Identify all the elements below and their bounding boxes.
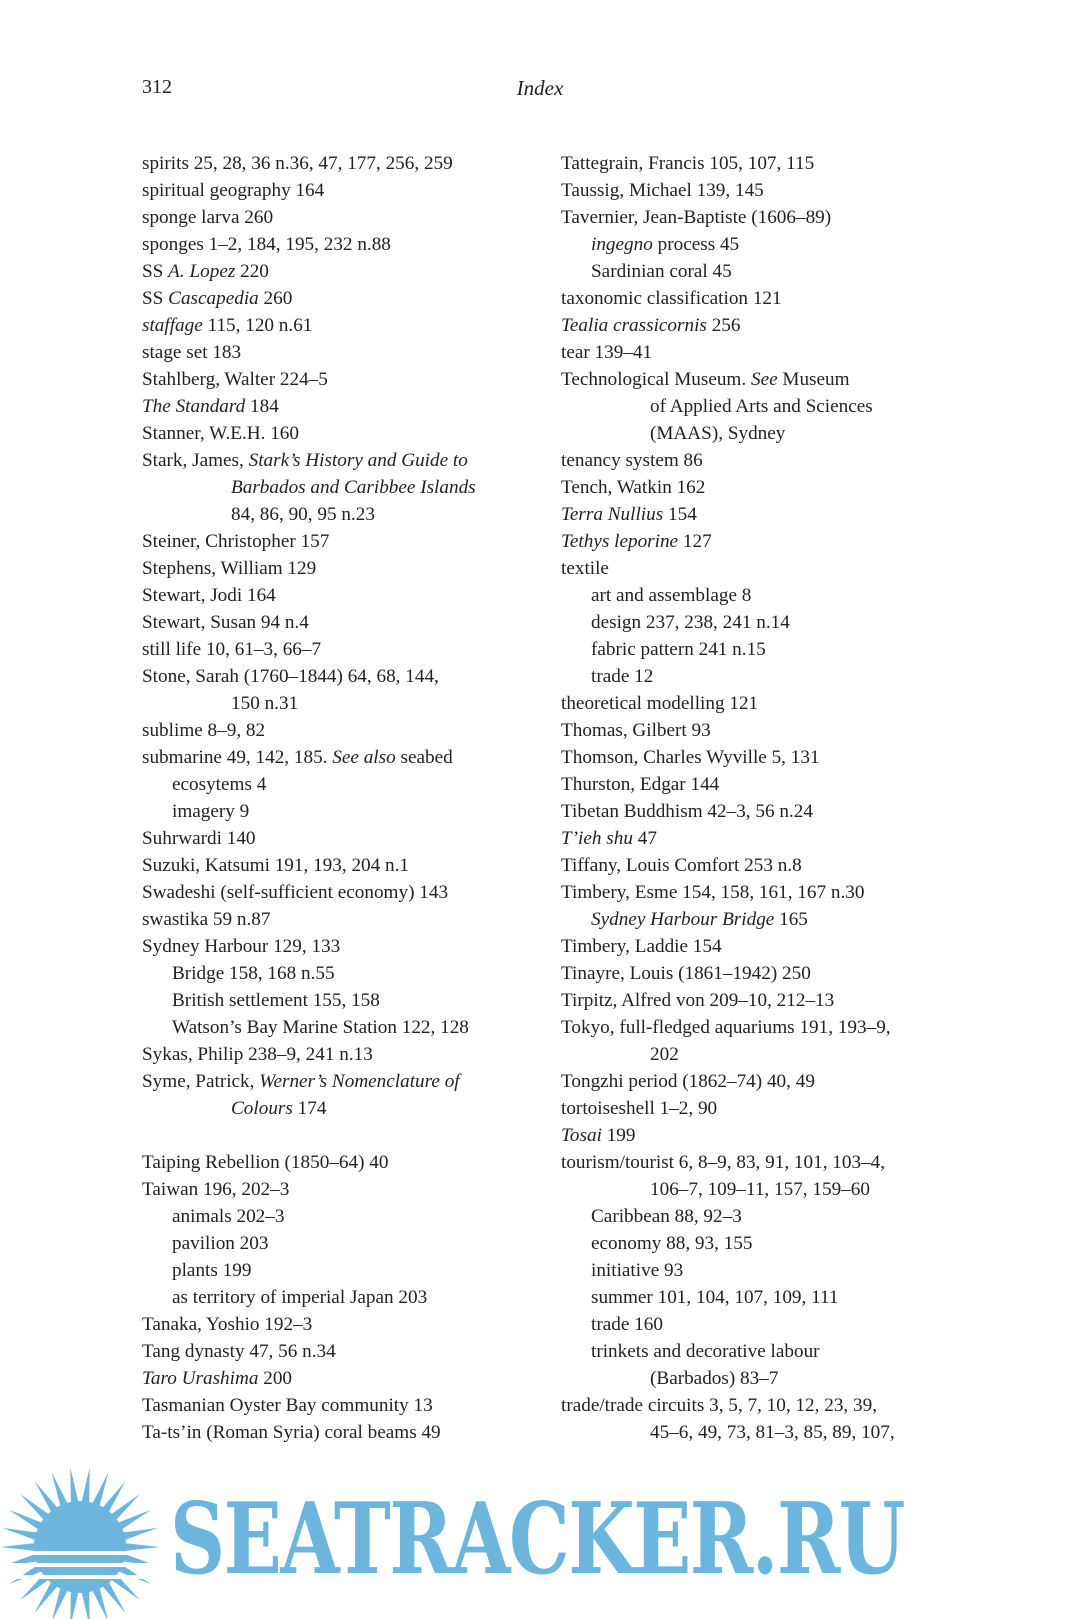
index-entry: Swadeshi (self-sufficient economy) 143 xyxy=(142,882,449,903)
sun-burst-icon xyxy=(0,1455,170,1619)
index-entry: Syme, Patrick, Werner’s Nomenclature of xyxy=(142,1071,460,1092)
index-continuation: (MAAS), Sydney xyxy=(650,423,786,444)
index-entry: trade/trade circuits 3, 5, 7, 10, 12, 23, 39, xyxy=(561,1395,877,1416)
index-subentry: ecosytems 4 xyxy=(172,774,267,795)
index-entry: Tiffany, Louis Comfort 253 n.8 xyxy=(561,855,802,876)
running-head: Index xyxy=(516,76,564,100)
index-subentry: art and assemblage 8 xyxy=(591,585,752,606)
index-entry: spirits 25, 28, 36 n.36, 47, 177, 256, 259 xyxy=(142,153,453,174)
index-entry: submarine 49, 142, 185. See also seabed xyxy=(142,747,453,768)
index-entry: Tealia crassicornis 256 xyxy=(561,315,741,336)
index-subentry: animals 202–3 xyxy=(172,1206,285,1227)
index-continuation: of Applied Arts and Sciences xyxy=(650,396,873,417)
index-entry: SS A. Lopez 220 xyxy=(142,261,269,282)
index-subentry: trade 12 xyxy=(591,666,654,687)
index-entry: tear 139–41 xyxy=(561,342,653,363)
index-subentry: Watson’s Bay Marine Station 122, 128 xyxy=(172,1017,469,1038)
index-entry: Tethys leporine 127 xyxy=(561,531,712,552)
index-entry: Timbery, Esme 154, 158, 161, 167 n.30 xyxy=(561,882,865,903)
sun-ray xyxy=(122,1528,158,1540)
index-entry: Tirpitz, Alfred von 209–10, 212–13 xyxy=(561,990,835,1011)
sun-ray xyxy=(81,1468,89,1504)
index-entry: tourism/tourist 6, 8–9, 83, 91, 101, 103–4, xyxy=(561,1152,886,1173)
index-subentry: economy 88, 93, 155 xyxy=(591,1233,753,1254)
index-entry: Thomas, Gilbert 93 xyxy=(561,720,711,741)
index-entry: Tench, Watkin 162 xyxy=(561,477,706,498)
entry-gap xyxy=(142,1122,542,1149)
index-entry: still life 10, 61–3, 66–7 xyxy=(142,639,322,660)
index-entry: Tibetan Buddhism 42–3, 56 n.24 xyxy=(561,801,813,822)
index-subentry: trinkets and decorative labour xyxy=(591,1341,820,1362)
index-entry: Thurston, Edgar 144 xyxy=(561,774,720,795)
index-continuation: 84, 86, 90, 95 n.23 xyxy=(231,504,375,525)
watermark-text: SEATRACKER.RU xyxy=(170,1482,904,1597)
index-entry: Tavernier, Jean-Baptiste (1606–89) xyxy=(561,207,832,228)
sun-ray xyxy=(92,1472,109,1507)
index-entry: Suzuki, Katsumi 191, 193, 204 n.1 xyxy=(142,855,410,876)
index-entry: T’ieh shu 47 xyxy=(561,828,657,849)
index-entry: Stark, James, Stark’s History and Guide to xyxy=(142,450,468,471)
index-subentry: ingegno process 45 xyxy=(591,234,740,255)
index-entry: Tanaka, Yoshio 192–3 xyxy=(142,1314,313,1335)
sun-ray xyxy=(52,1587,69,1619)
sun-ray xyxy=(70,1468,78,1504)
index-entry: Technological Museum. See Museum xyxy=(561,369,850,390)
sun-ray xyxy=(124,1543,160,1551)
index-continuation: Barbados and Caribbee Islands xyxy=(231,477,476,498)
index-entry: Tosai 199 xyxy=(561,1125,636,1146)
sun-ray xyxy=(2,1528,38,1540)
page-number: 312 xyxy=(142,76,172,98)
index-entry: Thomson, Charles Wyville 5, 131 xyxy=(561,747,820,768)
index-entry: Timbery, Laddie 154 xyxy=(561,936,722,957)
index-subentry: as territory of imperial Japan 203 xyxy=(172,1287,428,1308)
index-entry: sublime 8–9, 82 xyxy=(142,720,266,741)
sun-ray xyxy=(52,1472,69,1507)
index-column-left xyxy=(142,150,542,1446)
sun-ray xyxy=(0,1543,36,1551)
index-subentry: Sydney Harbour Bridge 165 xyxy=(591,909,808,930)
index-continuation: (Barbados) 83–7 xyxy=(650,1368,779,1389)
index-subentry: trade 160 xyxy=(591,1314,663,1335)
index-entry: Stewart, Jodi 164 xyxy=(142,585,276,606)
index-entry: tenancy system 86 xyxy=(561,450,703,471)
sun-ray xyxy=(70,1590,78,1619)
index-continuation: 150 n.31 xyxy=(231,693,299,714)
index-entry: Ta-ts’in (Roman Syria) coral beams 49 xyxy=(142,1422,441,1443)
index-entry: staffage 115, 120 n.61 xyxy=(142,315,313,336)
index-entry: Stahlberg, Walter 224–5 xyxy=(142,369,328,390)
index-entry: Stephens, William 129 xyxy=(142,558,317,579)
index-subentry: pavilion 203 xyxy=(172,1233,269,1254)
index-subentry: British settlement 155, 158 xyxy=(172,990,380,1011)
index-entry: Stone, Sarah (1760–1844) 64, 68, 144, xyxy=(142,666,439,687)
sun-ray xyxy=(81,1590,89,1619)
index-subentry: imagery 9 xyxy=(172,801,250,822)
index-entry: Sykas, Philip 238–9, 241 n.13 xyxy=(142,1044,373,1065)
index-subentry: design 237, 238, 241 n.14 xyxy=(591,612,790,633)
index-entry: Tang dynasty 47, 56 n.34 xyxy=(142,1341,336,1362)
index-entry: swastika 59 n.87 xyxy=(142,909,271,930)
index-subentry: Caribbean 88, 92–3 xyxy=(591,1206,742,1227)
index-subentry: initiative 93 xyxy=(591,1260,684,1281)
index-entry: Terra Nullius 154 xyxy=(561,504,697,525)
index-entry: textile xyxy=(561,558,609,579)
sun-ray xyxy=(92,1587,109,1619)
index-entry: The Standard 184 xyxy=(142,396,279,417)
index-continuation: 202 xyxy=(650,1044,679,1065)
index-entry: Taiping Rebellion (1850–64) 40 xyxy=(142,1152,389,1173)
index-continuation: 106–7, 109–11, 157, 159–60 xyxy=(650,1179,870,1200)
index-subentry: Bridge 158, 168 n.55 xyxy=(172,963,335,984)
index-entry: spiritual geography 164 xyxy=(142,180,325,201)
index-entry: SS Cascapedia 260 xyxy=(142,288,293,309)
index-entry: Taussig, Michael 139, 145 xyxy=(561,180,764,201)
index-entry: Stanner, W.E.H. 160 xyxy=(142,423,299,444)
index-subentry: Sardinian coral 45 xyxy=(591,261,732,282)
index-entry: Tokyo, full-fledged aquariums 191, 193–9, xyxy=(561,1017,891,1038)
index-subentry: summer 101, 104, 107, 109, 111 xyxy=(591,1287,839,1308)
index-entry: theoretical modelling 121 xyxy=(561,693,759,714)
index-column-right xyxy=(561,150,981,1446)
index-entry: Taiwan 196, 202–3 xyxy=(142,1179,290,1200)
index-entry: Suhrwardi 140 xyxy=(142,828,256,849)
index-subentry: fabric pattern 241 n.15 xyxy=(591,639,766,660)
index-entry: Sydney Harbour 129, 133 xyxy=(142,936,341,957)
index-entry: Taro Urashima 200 xyxy=(142,1368,292,1389)
index-entry: sponges 1–2, 184, 195, 232 n.88 xyxy=(142,234,391,255)
index-entry: stage set 183 xyxy=(142,342,242,363)
index-entry: Steiner, Christopher 157 xyxy=(142,531,330,552)
index-entry: taxonomic classification 121 xyxy=(561,288,782,309)
index-entry: Tattegrain, Francis 105, 107, 115 xyxy=(561,153,815,174)
index-entry: Stewart, Susan 94 n.4 xyxy=(142,612,309,633)
index-entry: tortoiseshell 1–2, 90 xyxy=(561,1098,718,1119)
index-subentry: plants 199 xyxy=(172,1260,252,1281)
index-entry: sponge larva 260 xyxy=(142,207,274,228)
index-entry: Tinayre, Louis (1861–1942) 250 xyxy=(561,963,811,984)
index-continuation: Colours 174 xyxy=(231,1098,327,1119)
index-entry: Tasmanian Oyster Bay community 13 xyxy=(142,1395,433,1416)
index-entry: Tongzhi period (1862–74) 40, 49 xyxy=(561,1071,815,1092)
index-continuation: 45–6, 49, 73, 81–3, 85, 89, 107, xyxy=(650,1422,895,1443)
